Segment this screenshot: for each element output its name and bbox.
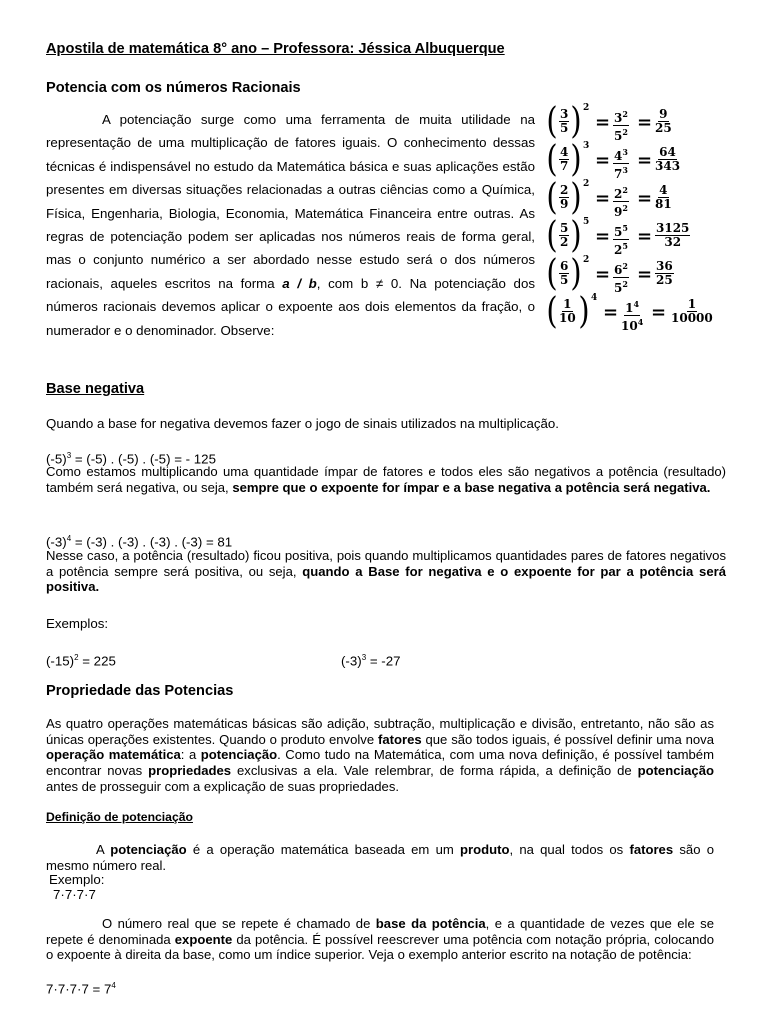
fraction-power-row: ( 1 10 ) 4 = $1^4$ $10^4$ = 1 10000 bbox=[546, 291, 713, 333]
powered-fraction: $4^3$ $7^3$ bbox=[614, 147, 628, 181]
example-a: $(-15)^2 = 225$ bbox=[46, 653, 116, 669]
example-even-exponent: $(-3)^4 = (-3)$ . (-3) . (-3) . (-3) = 81 bbox=[46, 534, 233, 550]
base-fraction: 1 10 bbox=[559, 297, 576, 325]
exemplo-value: 7·7·7·7 bbox=[53, 887, 96, 902]
example-odd-exponent: $(-5)^3 = (-5)$ . (-5) . (-5) = - 125 bbox=[46, 451, 216, 467]
intro-paragraph bbox=[46, 108, 535, 342]
intro-form: a / b bbox=[282, 275, 317, 291]
example-b: $(-3)^3 = -27$ bbox=[341, 653, 401, 669]
result-fraction: 36 25 bbox=[656, 259, 673, 287]
powered-fraction: $2^2$ $9^2$ bbox=[614, 185, 628, 219]
powered-fraction: $6^2$ $5^2$ bbox=[614, 261, 628, 295]
heading-propriedades: Propriedade das Potencias bbox=[46, 683, 234, 699]
powered-fraction: $5^5$ $2^5$ bbox=[614, 223, 628, 257]
heading-definicao: Definição de potenciação bbox=[46, 810, 193, 824]
propriedades-paragraph: As quatro operações matemáticas básicas são adição, subtração, multiplicação e divisão, entretanto, não são as únicas operações existentes. Quando o produto envolve fatores que são todos iguais, é possível definir uma nova operação matemática: a potenciação. Como tudo na Matemática, com uma nova definição, é possível também encontrar novas propriedades exclusivas a ela. Vale relembrar, de forma rápida, a definição de potenciação antes de prosseguir com a explicação de suas propriedades. bbox=[46, 716, 714, 794]
odd-exponent-explanation: Como estamos multiplicando uma quantidade ímpar de fatores e todos eles são negativos a potência (resultado) também será negativa, ou seja, sempre que o expoente for ímpar e a base negativa a potência será negativa. bbox=[46, 464, 726, 495]
base-negativa-intro: Quando a base for negativa devemos fazer o jogo de sinais utilizados na multiplicação. bbox=[46, 416, 559, 431]
intro-text-2: , com b ≠ 0. Na potenciação dos números racionais devemos aplicar o expoente aos dois elementos da fração, o numerador e o denominador. Observe: bbox=[46, 275, 535, 338]
base-fraction: 3 5 bbox=[560, 107, 569, 135]
document-title: Apostila de matemática 8° ano – Professora: Jéssica Albuquerque bbox=[46, 41, 505, 57]
result-fraction: 1 10000 bbox=[671, 297, 713, 325]
definicao-paragraph: A potenciação é a operação matemática baseada em um produto, na qual todos os fatores são o mesmo número real. bbox=[46, 842, 714, 873]
fraction-power-row: ( 6 5 ) 2 = $6^2$ $5^2$ = 36 25 bbox=[546, 253, 673, 295]
exponent: 2 bbox=[583, 255, 590, 265]
base-fraction: 5 2 bbox=[560, 221, 569, 249]
exponent: 5 bbox=[583, 217, 590, 227]
exemplo-label: Exemplo: bbox=[49, 872, 105, 887]
exponent: 4 bbox=[591, 293, 598, 303]
base-expoente-paragraph: O número real que se repete é chamado de base da potência, e a quantidade de vezes que ele se repete é denominada expoente da potência. É possível reescrever uma potência com notação própria, colocando o expoente à direita da base, como um índice superior. Veja o exemplo anterior escrito na notação de potência: bbox=[46, 916, 714, 963]
result-fraction: 4 81 bbox=[655, 183, 672, 211]
fraction-power-row: ( 2 9 ) 2 = $2^2$ $9^2$ = 4 81 bbox=[546, 177, 672, 219]
base-fraction: 4 7 bbox=[560, 145, 569, 173]
result-fraction: 64 343 bbox=[655, 145, 681, 173]
heading-base-negativa: Base negativa bbox=[46, 381, 145, 397]
exponent: 2 bbox=[583, 103, 590, 113]
result-fraction: 9 25 bbox=[655, 107, 672, 135]
heading-potencia-racionais: Potencia com os números Racionais bbox=[46, 80, 301, 96]
exponent: 3 bbox=[583, 141, 590, 151]
exemplos-label: Exemplos: bbox=[46, 616, 109, 631]
even-exponent-explanation: Nesse caso, a potência (resultado) ficou positiva, pois quando multiplicamos quantidades pares de fatores negativos a potência sempre será positiva, ou seja, quando a Base for negativa e o expoente for par a potência será positiva. bbox=[46, 548, 726, 595]
intro-text-1: A potenciação surge como uma ferramenta de muita utilidade na representação de uma multiplicação de fatores iguais. O conhecimento dessas técnicas é indispensável no estudo da Matemática básica e suas aplicações estão presentes em diversas situações relacionadas a outras ciências como a Química, Física, Engenharia, Biologia, Economia, Matemática Financeira entre outras. As regras de potenciação podem ser aplicadas nos números reais de forma geral, mas o conjunto numérico a ser abordado nesse estudo será o dos números racionais, aqueles escritos na forma bbox=[46, 112, 535, 291]
powered-fraction: $1^4$ $10^4$ bbox=[621, 299, 644, 333]
base-fraction: 2 9 bbox=[560, 183, 569, 211]
base-fraction: 6 5 bbox=[560, 259, 569, 287]
result-fraction: 3125 32 bbox=[656, 221, 690, 249]
power-notation-example: $7\cdot 7\cdot 7\cdot 7 = 7^4$ bbox=[46, 981, 116, 997]
fraction-power-row: ( 5 2 ) 5 = $5^5$ $2^5$ = 3125 32 bbox=[546, 215, 690, 257]
powered-fraction: $3^2$ $5^2$ bbox=[614, 109, 628, 143]
fraction-power-row: ( 3 5 ) 2 = $3^2$ $5^2$ = 9 25 bbox=[546, 101, 672, 143]
fraction-power-row: ( 4 7 ) 3 = $4^3$ $7^3$ = 64 343 bbox=[546, 139, 681, 181]
exponent: 2 bbox=[583, 179, 590, 189]
